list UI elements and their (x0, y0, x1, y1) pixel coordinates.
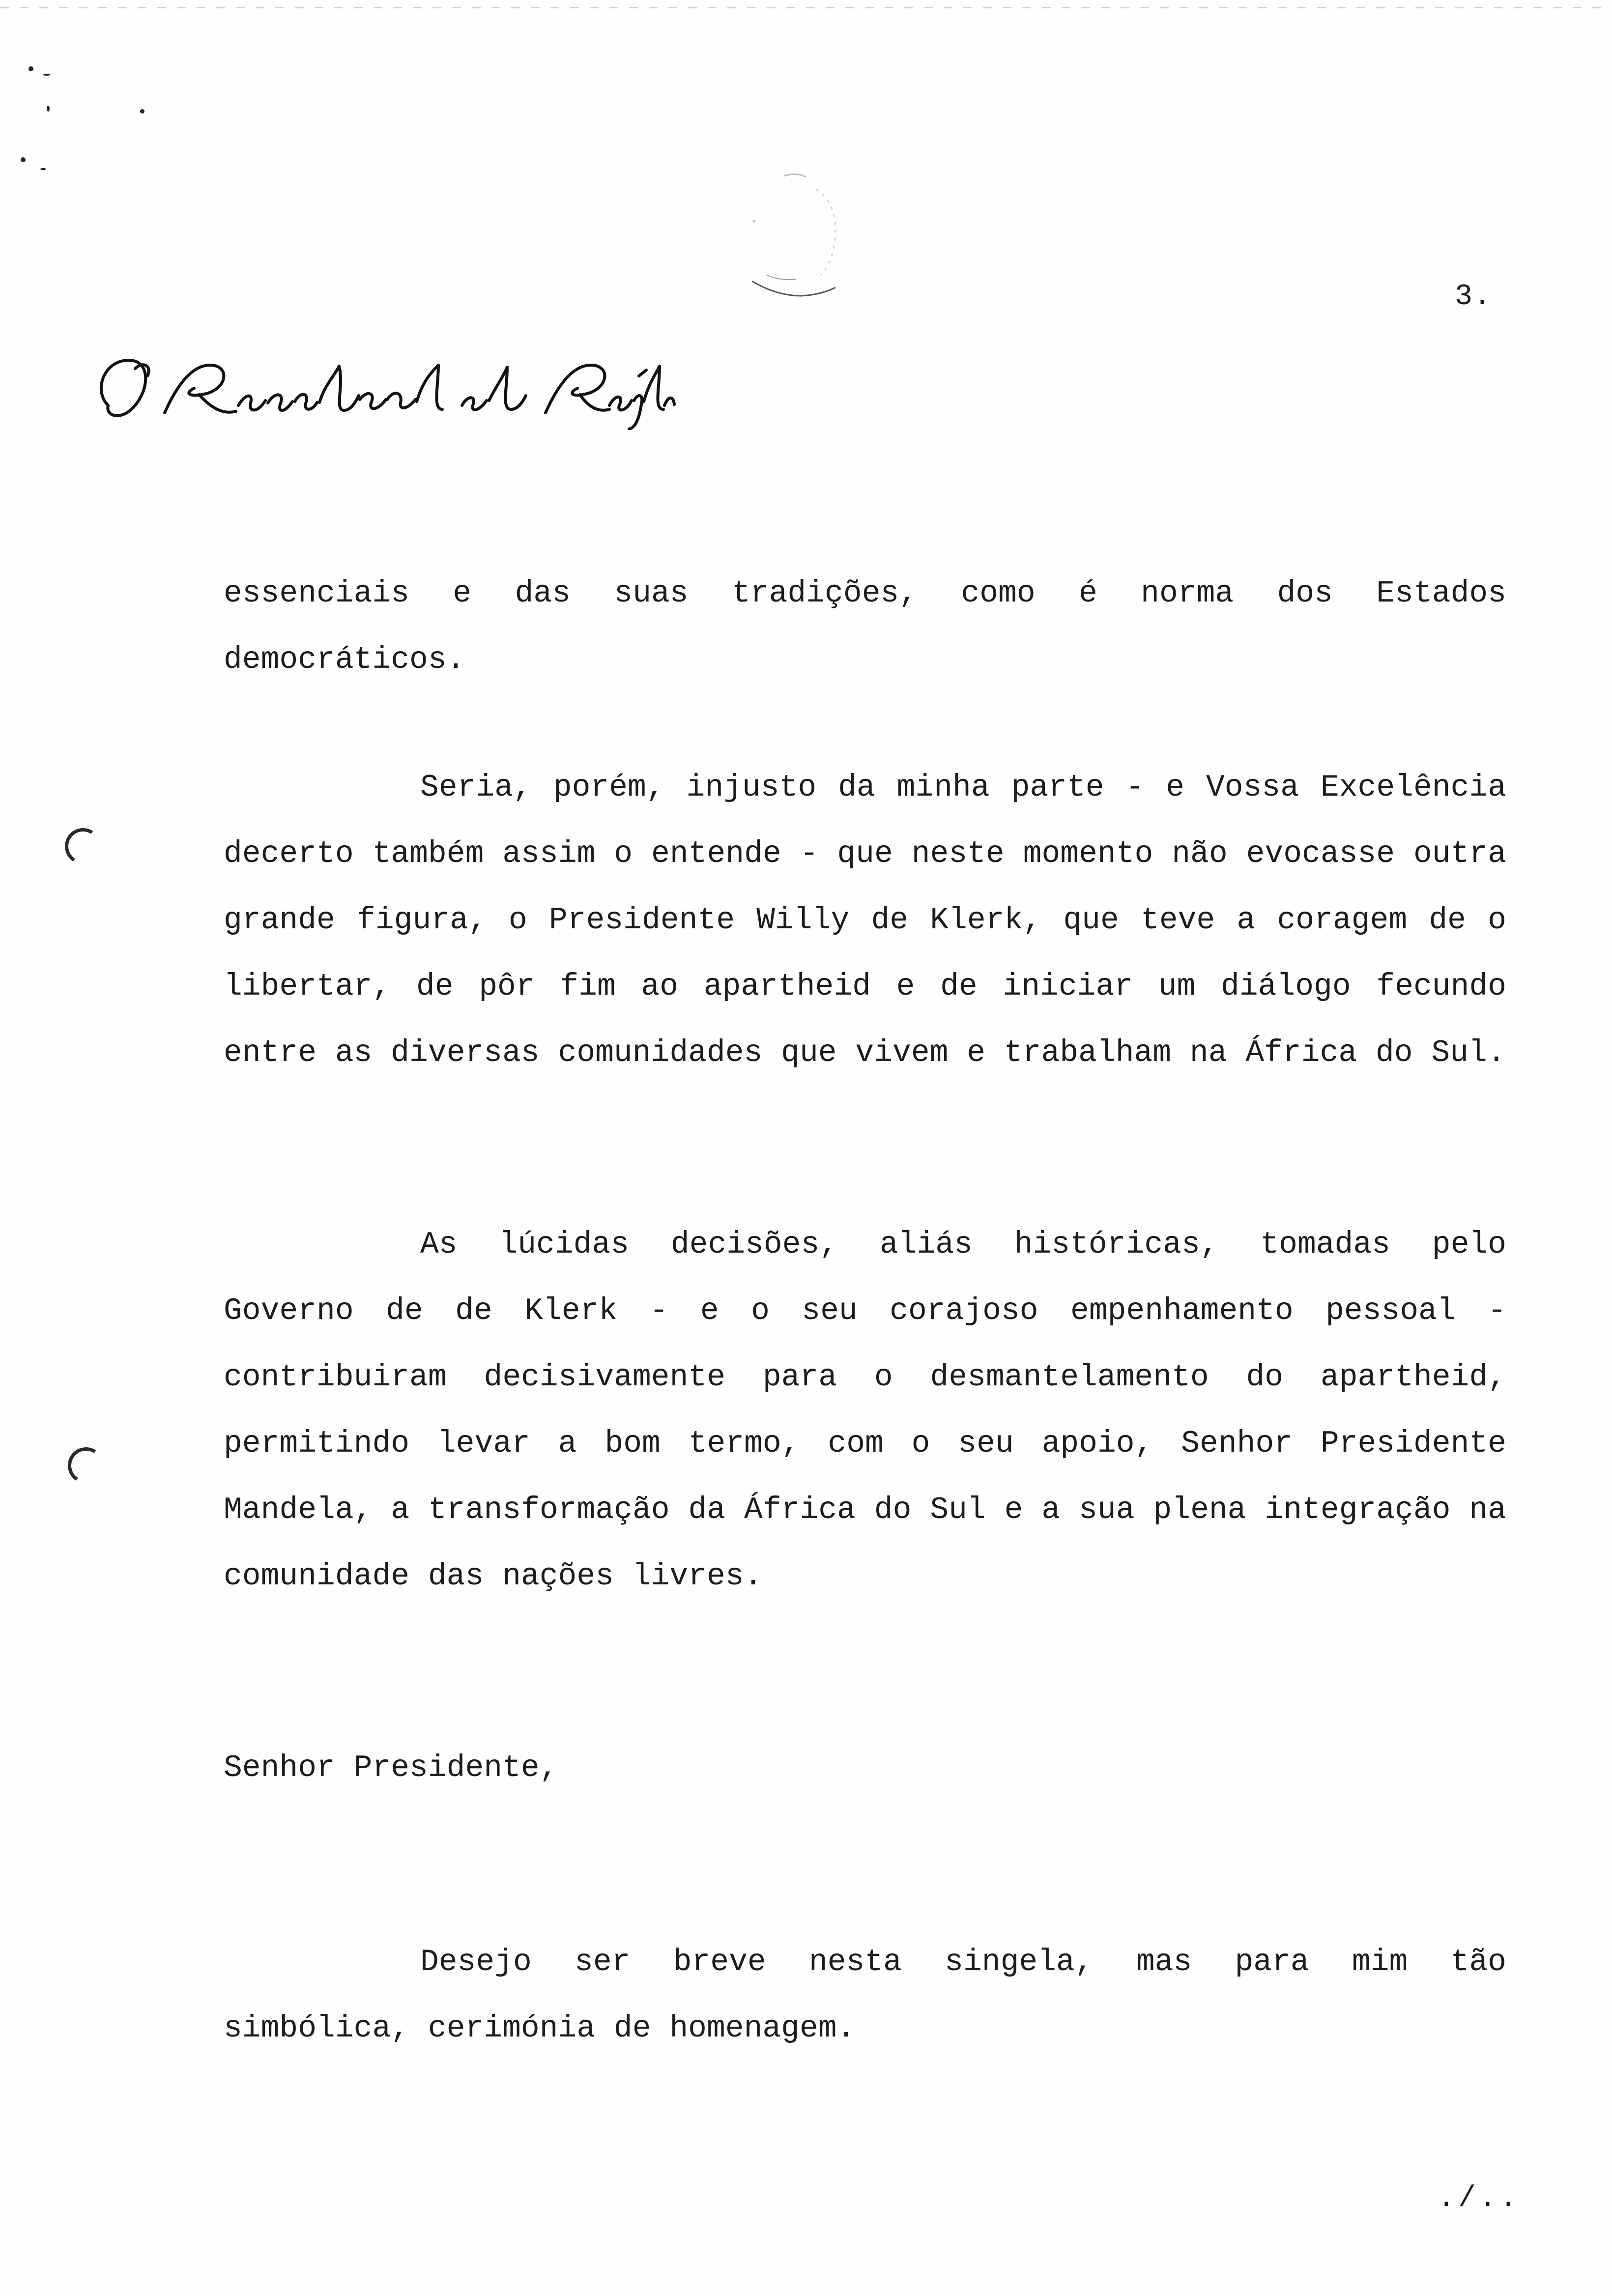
punch-hole-top (61, 825, 105, 868)
scan-speck (29, 66, 33, 71)
punch-hole-bottom (64, 1444, 108, 1487)
paragraph-4: Desejo ser breve nesta singela, mas para mim tão simbólica, cerimónia de homenagem. (224, 1945, 1525, 2046)
paragraph-1: essenciais e das suas tradições, como é norma dos Estados democráticos. (224, 576, 1525, 677)
salutation: Senhor Presidente, (224, 1751, 558, 1785)
scan-speck (40, 168, 46, 170)
continuation-mark: ./.. (1438, 2182, 1521, 2215)
scan-speck (140, 109, 144, 114)
faint-stamp-mark (737, 167, 865, 315)
scan-speck (43, 74, 50, 76)
scan-top-edge (0, 7, 1612, 8)
page-number: 3. (1455, 280, 1493, 314)
scan-speck (21, 157, 26, 162)
paragraph-2: Seria, porém, injusto da minha parte - e Vossa Excelência decerto também assim o entende - que neste momento não evocasse outra grande figura, o Presidente Willy de Klerk, que teve a coragem de o libertar, de pôr fim ao apartheid e de iniciar um diálogo fecundo entre as diversas comunidades que vivem e trabalham na África do Sul. (224, 770, 1525, 1070)
paragraph-3: As lúcidas decisões, aliás históricas, tomadas pelo Governo de de Klerk - e o seu corajoso empenhamento pessoal - contribuiram decisivamente para o desmantelamento do apartheid, permitindo levar a bom termo, com o seu apoio, Senhor Presidente Mandela, a transformação da África do Sul e a sua plena integração na comunidade das nações livres. (224, 1227, 1525, 1594)
scan-speck (47, 106, 50, 112)
letterhead-logo (88, 346, 678, 430)
